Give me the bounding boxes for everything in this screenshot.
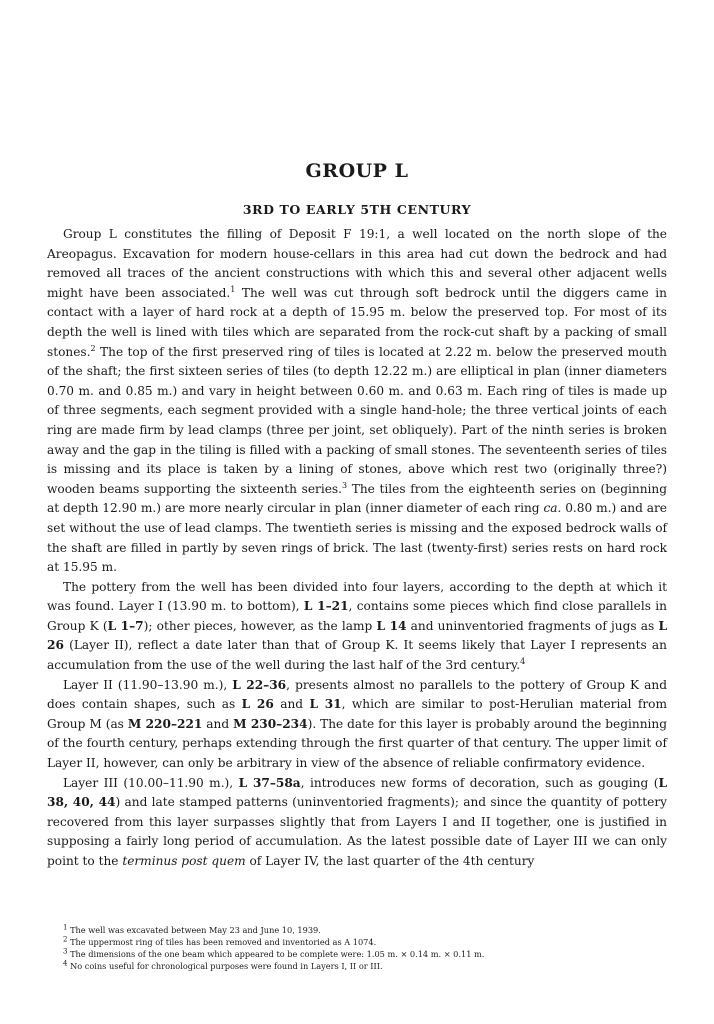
footnote-mark: 3 bbox=[63, 947, 68, 956]
text-run: ) and late stamped patterns (uninventoried fragments); and since the quantity of pottery recovered from this layer surpasses slightly that from Layers I and II together, one is justified in supposing a fairly long period of accumulation. As the latest possible date of Layer III we can only point to the bbox=[47, 795, 668, 868]
text-run: , introduces new forms of decoration, such as gouging ( bbox=[300, 775, 659, 790]
footnote-mark: 2 bbox=[63, 935, 68, 944]
footnote-4 bbox=[47, 960, 667, 972]
footnote-text: The well was excavated between May 23 and June 10, 1939. bbox=[70, 925, 321, 935]
paragraph-2 bbox=[47, 578, 667, 676]
catalog-ref: L 31 bbox=[309, 697, 342, 712]
text-run: The top of the first preserved ring of tiles is located at 2.22 m. below the preserved mouth of the shaft; the first sixteen series of tiles (to depth 12.22 m.) are elliptical in plan (inner diameters 0.70 m. and 0.85 m.) and vary in height between 0.60 m. and 0.63 m. Each ring of tiles is made up of three segments, each segment provided with a single hand-hole; the three vertical joints of each ring are made firm by lead clamps (three per joint, set obliquely). Part of the ninth series is broken away and the gap in the tiling is filled with a packing of small stones. The seventeenth series of tiles is missing and its place is taken by a lining of stones, above which rest two (originally three?) wooden beams supporting the sixteenth series. bbox=[47, 344, 667, 496]
catalog-ref: L 26 bbox=[241, 697, 274, 712]
footnote-ref-4[interactable]: 4 bbox=[520, 657, 526, 667]
footnote-text: The uppermost ring of tiles has been removed and inventoried as A 1074. bbox=[70, 937, 377, 947]
page-subtitle: 3RD TO EARLY 5TH CENTURY bbox=[242, 202, 472, 217]
text-run: The tiles from the eighteenth series on (beginning at depth 12.90 m.) are more nearly circular in plan (inner diameter of each ring bbox=[47, 481, 667, 516]
italic-term: terminus post quem bbox=[122, 854, 246, 868]
footnote-ref-1[interactable]: 1 bbox=[230, 284, 236, 294]
catalog-ref: L 38, 40, 44 bbox=[47, 775, 667, 810]
footnote-mark: 4 bbox=[63, 959, 68, 968]
text-run: Group L constitutes the filling of Deposit F 19:1, a well located on the north slope of the Areopagus. Excavation for modern house-cellars in this area had cut down the bedrock and had removed all traces of the ancient constructions with which this and several other adjacent wells might have been associated. bbox=[47, 227, 667, 300]
catalog-ref: L 1–21 bbox=[303, 599, 349, 614]
page-title: GROUP L bbox=[305, 160, 409, 182]
paragraph-4 bbox=[47, 774, 667, 872]
text-run: Layer III (10.00–11.90 m.), bbox=[63, 775, 239, 790]
text-run: The well was cut through soft bedrock until the diggers came in contact with a layer of hard rock at a depth of 15.95 m. below the preserved top. For most of its depth the well is lined with tiles which are separated from the rock-cut shaft by a packing of small stones. bbox=[47, 285, 667, 359]
text-run: ); other pieces, however, as the lamp bbox=[143, 618, 377, 633]
catalog-ref: L 1–7 bbox=[107, 618, 144, 633]
footnote-3 bbox=[47, 948, 667, 960]
text-run: , contains some pieces which find close parallels in Group K ( bbox=[47, 599, 667, 633]
footnote-text: The dimensions of the one beam which appeared to be complete were: 1.05 m. × 0.14 m. × 0.11 m. bbox=[70, 949, 485, 959]
catalog-ref: M 230–234 bbox=[233, 716, 308, 731]
text-run: Layer II (11.90–13.90 m.), bbox=[63, 677, 233, 692]
catalog-ref: L 14 bbox=[376, 618, 407, 633]
paragraph-1 bbox=[47, 225, 667, 578]
footnote-text: No coins useful for chronological purposes were found in Layers I, II or III. bbox=[70, 961, 383, 971]
footnote-ref-2[interactable]: 2 bbox=[90, 343, 96, 353]
footnote-ref-3[interactable]: 3 bbox=[342, 480, 348, 490]
text-run: The pottery from the well has been divided into four layers, according to the depth at which it was found. Layer I (13.90 m. to bottom), bbox=[47, 579, 667, 614]
paragraph-3 bbox=[47, 676, 667, 774]
text-run: , which are similar to post-Herulian material from Group M (as bbox=[47, 697, 667, 731]
text-run: and bbox=[202, 716, 234, 731]
footnotes bbox=[47, 924, 667, 972]
footnote-mark: 1 bbox=[63, 923, 68, 932]
text-run: 0.80 m.) and are set without the use of lead clamps. The twentieth series is missing and the exposed bedrock walls of the shaft are filled in partly by seven rings of brick. The last (twenty-first) series rests on hard rock at 15.95 m. bbox=[47, 501, 667, 575]
text-run: and uninventoried fragments of jugs as bbox=[406, 618, 659, 633]
text-run: ). The date for this layer is probably around the beginning of the fourth century, perhaps extending through the first quarter of that century. The upper limit of Layer II, however, can only be arbitrary in view of the absence of reliable confirmatory evidence. bbox=[47, 716, 667, 771]
footnote-2 bbox=[47, 936, 667, 948]
italic-term: ca. bbox=[543, 501, 562, 516]
catalog-ref: L 37–58a bbox=[238, 775, 301, 790]
page-content bbox=[47, 160, 667, 872]
catalog-ref: M 220–221 bbox=[127, 716, 203, 731]
text-run: (Layer II), reflect a date later than that of Group K. It seems likely that Layer I represents an accumulation from the use of the well during the last half of the 3rd century. bbox=[47, 638, 667, 673]
text-run: of Layer IV, the last quarter of the 4th century bbox=[245, 854, 535, 868]
text-run: , presents almost no parallels to the pottery of Group K and does contain shapes, such as bbox=[47, 677, 667, 712]
catalog-ref: L 26 bbox=[47, 618, 667, 653]
catalog-ref: L 22–36 bbox=[232, 677, 287, 692]
text-run: and bbox=[273, 697, 310, 712]
footnote-1 bbox=[47, 924, 667, 936]
